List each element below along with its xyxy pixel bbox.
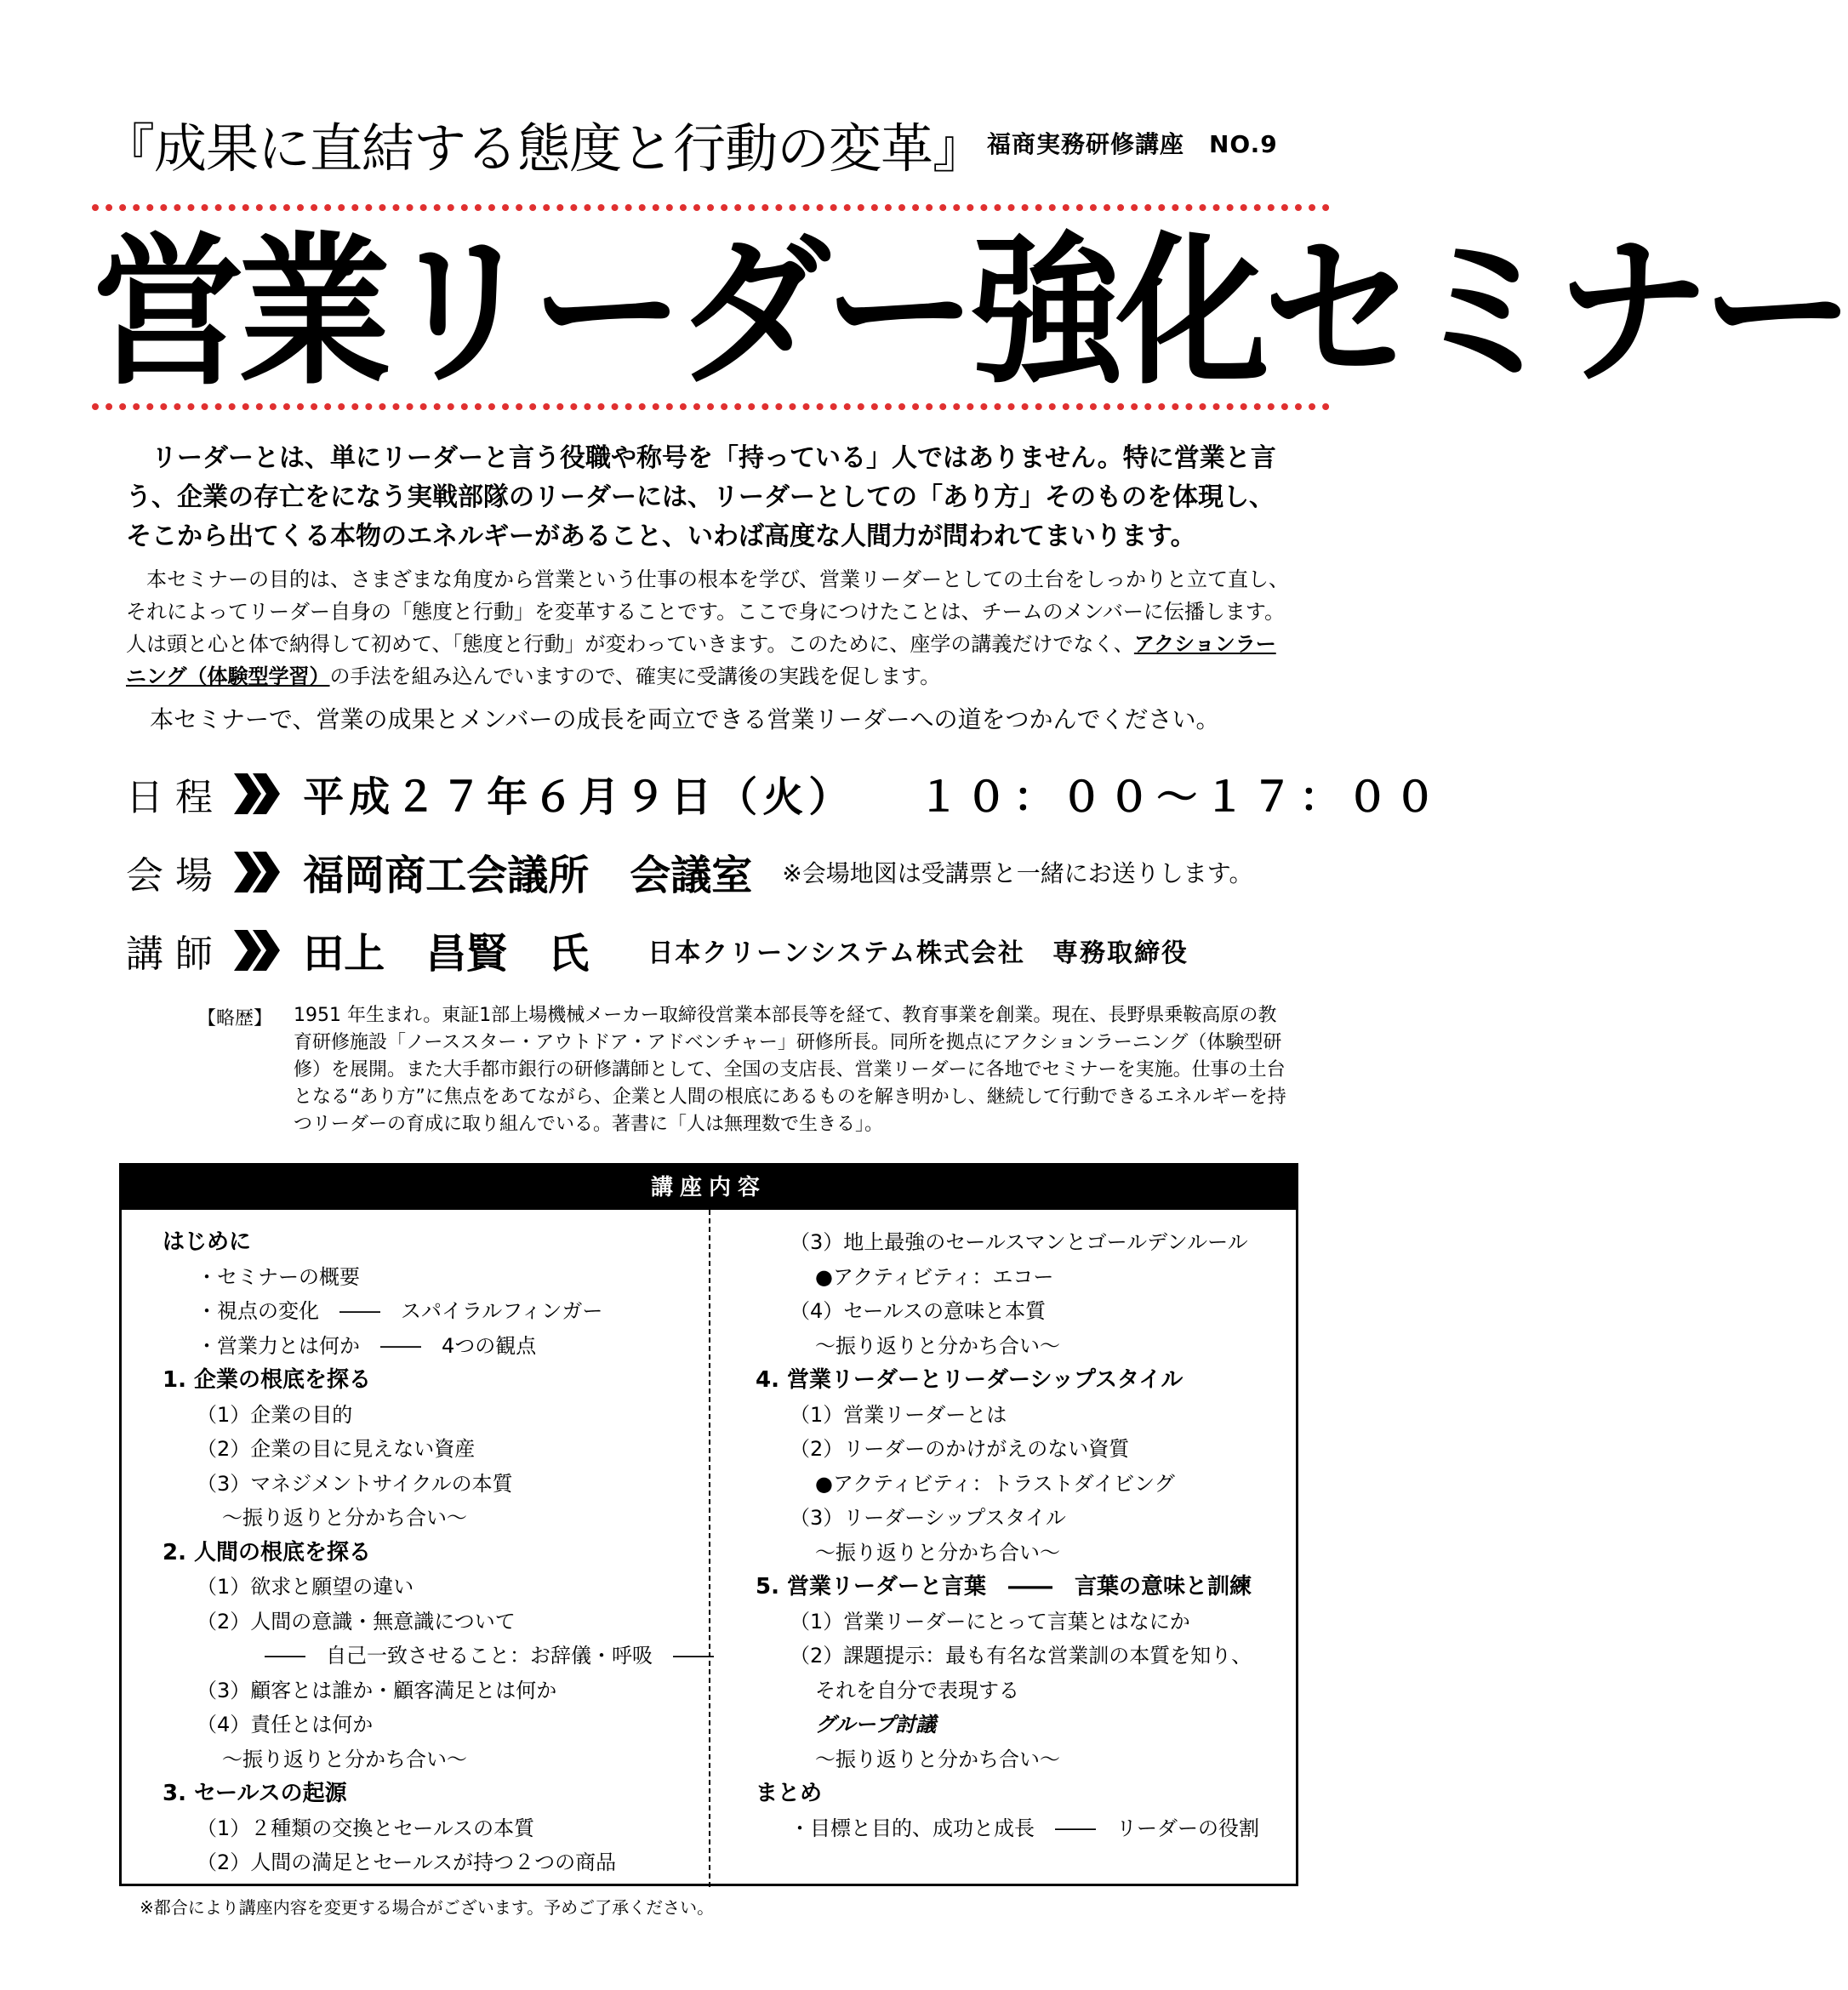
body-paragraph <box>126 563 1292 693</box>
course-item: ～振り返りと分かち合い～ <box>222 1506 467 1530</box>
lecturer-name: 田上 昌賢 氏 <box>303 930 590 978</box>
seminar-title: 営業リーダー強化セミナー <box>92 218 1848 408</box>
course-item: グループ討議 <box>815 1713 937 1736</box>
venue-row <box>126 842 1300 902</box>
course-item: （2）人間の意識・無意識について <box>197 1609 516 1634</box>
course-section-heading: 3. セールスの起源 <box>163 1781 347 1806</box>
course-item: （1）欲求と願望の違い <box>197 1575 414 1599</box>
series-label: 福商実務研修講座 NO.9 <box>987 130 1278 158</box>
double-chevron-icon <box>232 770 283 818</box>
course-item: （1）２種類の交換とセールスの本質 <box>197 1816 535 1840</box>
venue-note: ※会場地図は受講票と一緒にお送りします。 <box>782 858 1253 887</box>
body-text-2: の手法を組み込んでいますので、確実に受講後の実践を促します。 <box>329 664 941 688</box>
date-row <box>126 764 1443 824</box>
course-section-heading: 5. 営業リーダーと言葉 ―― 言葉の意味と訓練 <box>756 1574 1252 1599</box>
course-item: （1）営業リーダーとは <box>790 1402 1007 1427</box>
course-item: （2）課題提示：最も有名な営業訓の本質を知り、 <box>790 1644 1252 1668</box>
course-item: それを自分で表現する <box>815 1678 1019 1702</box>
course-item: ～振り返りと分かち合い～ <box>222 1747 467 1771</box>
venue-value: 福岡商工会議所 会議室 <box>303 852 753 899</box>
lecturer-row <box>126 921 1300 980</box>
course-item: ・営業力とは何か ―― 4つの観点 <box>197 1333 537 1358</box>
course-item: （2）人間の満足とセールスが持つ２つの商品 <box>197 1850 617 1874</box>
course-item: ●アクティビティ：トラストダイビング <box>815 1471 1175 1496</box>
bio-label: 【略歴】 <box>197 1008 273 1029</box>
lead-paragraph: リーダーとは、単にリーダーと言う役職や称号を「持っている」人ではありません。特に営業と言う、企業の存亡をになう実戦部隊のリーダーには、リーダーとしての「あり方」そのものを体現し、そこから出てくる本物のエネルギーがあること、いわば高度な人間力が問われてまいります。 <box>126 443 1276 551</box>
course-section-heading: 1. 企業の根底を探る <box>163 1367 372 1393</box>
lecturer-label: 講師 <box>126 932 225 976</box>
double-chevron-icon <box>232 848 283 896</box>
column-divider <box>709 1210 710 1887</box>
time-value: １０：００～１７：００ <box>918 773 1443 821</box>
double-chevron-icon <box>232 927 283 974</box>
closing-paragraph: 本セミナーで、営業の成果とメンバーの成長を両立できる営業リーダーへの道をつかんでください。 <box>150 705 1220 733</box>
dotted-divider-bottom <box>92 403 1330 410</box>
course-header: 講座内容 <box>122 1166 1296 1210</box>
body-text-1: 本セミナーの目的は、さまざまな角度から営業という仕事の根本を学び、営業リーダーとしての土台をしっかりと立て直し、それによってリーダー自身の「態度と行動」を変革することです。ここで身につけたことは、チームのメンバーに伝播します。人は頭と心と体で納得して初めて、「態度と行動」が変わっていきます。このために、座学の講義だけでなく、 <box>126 567 1290 656</box>
course-item: （2）リーダーのかけがえのない資質 <box>790 1437 1130 1461</box>
date-value: 平成２７年６月９日（火） <box>303 773 855 821</box>
course-item: ・視点の変化 ―― スパイラルフィンガー <box>197 1299 603 1323</box>
lecturer-affiliation: 日本クリーンシステム株式会社 専務取締役 <box>647 938 1189 968</box>
course-item: （1）営業リーダーにとって言葉とはなにか <box>790 1609 1190 1634</box>
course-section-heading: まとめ <box>756 1781 823 1806</box>
venue-label: 会場 <box>126 853 225 898</box>
course-item: （4）セールスの意味と本質 <box>790 1299 1047 1323</box>
course-item: ・目標と目的、成功と成長 ―― リーダーの役割 <box>790 1816 1259 1840</box>
course-column-left <box>163 1225 714 1880</box>
course-item: ～振り返りと分かち合い～ <box>815 1540 1060 1565</box>
course-section-heading: 4. 営業リーダーとリーダーシップスタイル <box>756 1367 1184 1393</box>
course-item: ～振り返りと分かち合い～ <box>815 1333 1060 1358</box>
course-item: （4）責任とは何か <box>197 1713 374 1736</box>
course-item: （3）地上最強のセールスマンとゴールデンルール <box>790 1230 1248 1254</box>
course-item: （3）マネジメントサイクルの本質 <box>197 1471 513 1496</box>
course-item: （3）顧客とは誰か・顧客満足とは何か <box>197 1678 557 1702</box>
course-section-heading: はじめに <box>163 1229 252 1255</box>
date-label: 日程 <box>126 775 225 819</box>
footnote: ※都合により講座内容を変更する場合がございます。予めご了承ください。 <box>140 1897 715 1918</box>
course-content-box <box>119 1163 1298 1886</box>
course-item: （3）リーダーシップスタイル <box>790 1506 1066 1530</box>
action-learning-emphasis: アクションラーニング（体験型学習） <box>126 632 1276 688</box>
seminar-subtitle: 『成果に直結する態度と行動の変革』 <box>102 117 985 180</box>
bio-text: 1951 年生まれ。東証1部上場機械メーカー取締役営業本部長等を経て、教育事業を創業。現在、長野県乗鞍高原の教育研修施設「ノーススター・アウトドア・アドベンチャー」研修所長。同所を拠点にアクションラーニング（体験型研修）を展開。また大手都市銀行の研修講師として、全国の支店長、営業リーダーに各地でセミナーを実施。仕事の土台となる“あり方”に焦点をあてながら、企業と人間の根底にあるものを解き明かし、継続して行動できるエネルギーを持つリーダーの育成に取り組んでいる。著書に「人は無理数で生きる」。 <box>294 1005 1286 1135</box>
course-item: ―― 自己一致させること：お辞儀・呼吸 ―― <box>265 1644 714 1668</box>
course-item: ・セミナーの概要 <box>197 1264 360 1289</box>
course-item: ～振り返りと分かち合い～ <box>815 1747 1060 1771</box>
dotted-divider-top <box>92 204 1330 211</box>
course-section-heading: 2. 人間の根底を探る <box>163 1539 372 1565</box>
course-item: （2）企業の目に見えない資産 <box>197 1437 476 1461</box>
course-item: ●アクティビティ：エコー <box>815 1264 1054 1289</box>
course-item: （1）企業の目的 <box>197 1402 353 1427</box>
course-column-right <box>756 1225 1283 1845</box>
